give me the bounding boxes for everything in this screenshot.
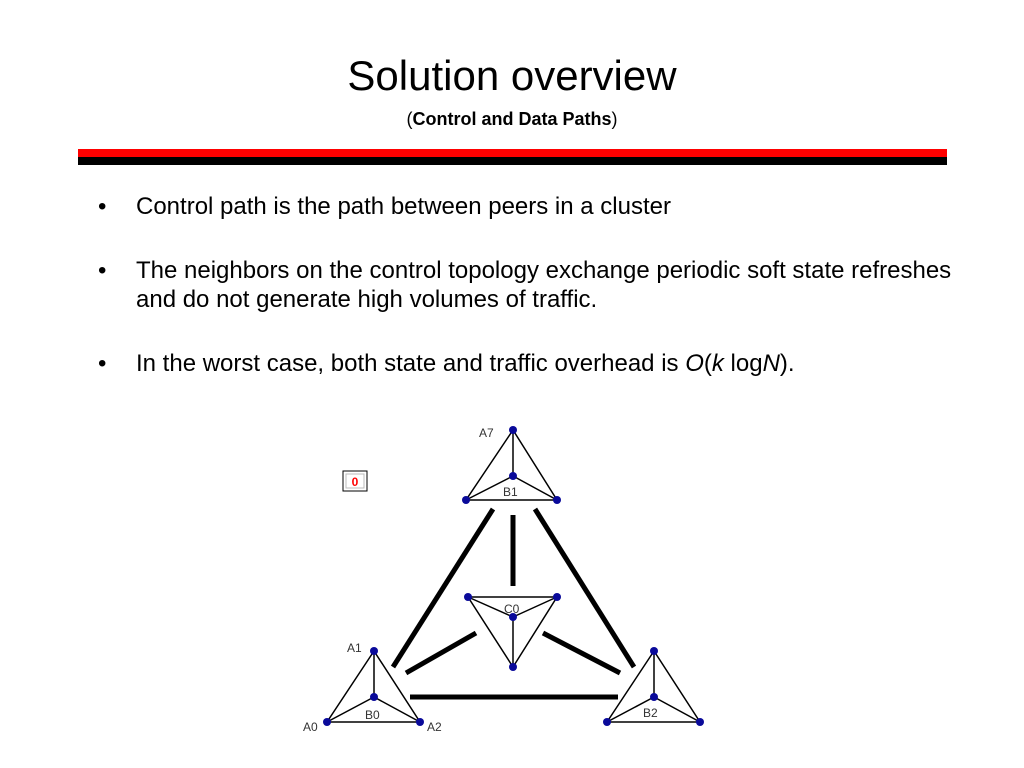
link-b1-b2 (535, 509, 634, 667)
node-b2-right (696, 718, 704, 726)
node-b0 (370, 693, 378, 701)
bullet-text: Control path is the path between peers in a cluster (136, 193, 671, 220)
node-c0-right (553, 593, 561, 601)
link-c0-b2 (543, 633, 620, 673)
node-b2-left (603, 718, 611, 726)
node-a0 (323, 718, 331, 726)
node-b1-right (553, 496, 561, 504)
node-a7 (509, 426, 517, 434)
bullet-icon: • (98, 350, 107, 377)
slide-subtitle: (Control and Data Paths) (406, 109, 618, 129)
label-b0: B0 (365, 708, 380, 722)
label-b1: B1 (503, 485, 518, 499)
label-a7: A7 (479, 426, 494, 440)
bullet-icon: • (98, 193, 107, 220)
link-b1-b0 (393, 509, 493, 667)
node-a2 (416, 718, 424, 726)
node-a1 (370, 647, 378, 655)
label-a1: A1 (347, 641, 362, 655)
label-a0: A0 (303, 720, 318, 734)
node-b1 (509, 472, 517, 480)
label-c0: C0 (504, 602, 520, 616)
label-a2: A2 (427, 720, 442, 734)
counter-value: 0 (351, 475, 359, 489)
bullet-icon: • (98, 257, 107, 284)
bullet-text: The neighbors on the control topology exchange periodic soft state refreshes and do not generate high volumes of traffic. (136, 257, 952, 313)
node-c0-left (464, 593, 472, 601)
node-b2 (650, 693, 658, 701)
link-c0-b0 (406, 633, 476, 673)
node-b2-top (650, 647, 658, 655)
node-c0-bottom (509, 663, 517, 671)
bullet-text: In the worst case, both state and traffic overhead is O(k logN). (136, 350, 795, 377)
node-b1-left (462, 496, 470, 504)
label-b2: B2 (643, 706, 658, 720)
slide-title: Solution overview (347, 52, 677, 99)
counter-box (343, 471, 367, 491)
